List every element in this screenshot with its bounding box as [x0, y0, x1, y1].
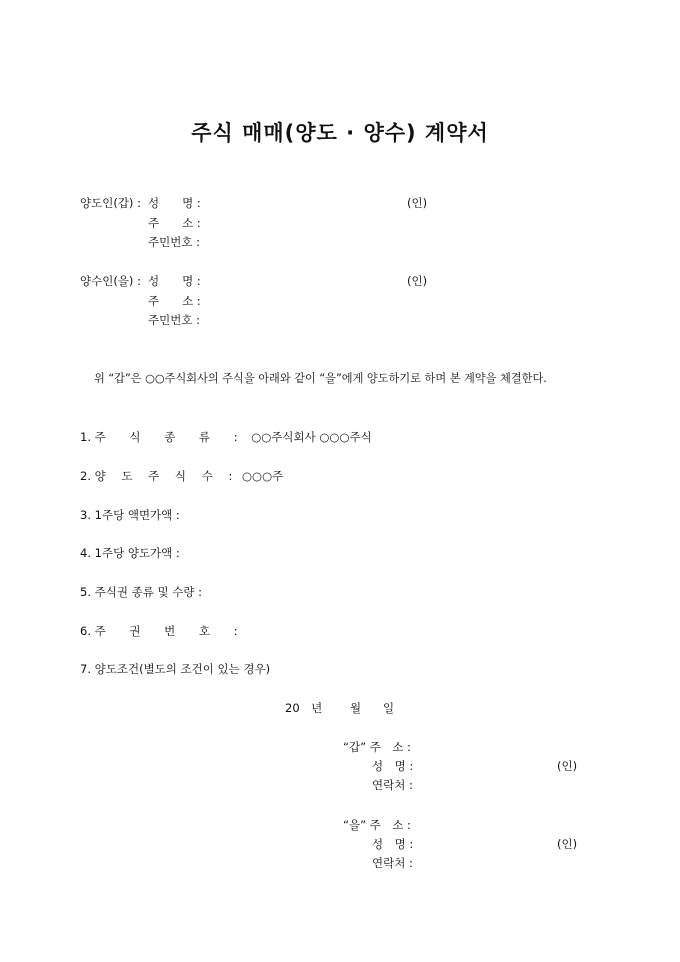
item-number: 2.: [80, 469, 91, 483]
item-value: ○○○주: [242, 469, 284, 483]
preamble: 위 “갑”은 ○○주식회사의 주식을 아래와 같이 “을”에게 양도하기로 하며 본 계약을 체결한다.: [94, 372, 547, 385]
item-label: 주식권 종류 및 수량 :: [94, 585, 203, 599]
seller-address-label: 주 소 :: [148, 216, 201, 230]
item-number: 3.: [80, 508, 91, 522]
seller-name-label: 성 명 :: [148, 196, 201, 210]
item-1: [80, 429, 372, 445]
date-year: 20 년: [285, 701, 323, 715]
page-title: 주식 매매(양도 · 양수) 계약서: [191, 121, 489, 145]
item-number: 7.: [80, 662, 91, 676]
seller-seal: (인): [407, 196, 428, 210]
gap-name-label: 성 명 :: [372, 759, 414, 773]
item-label: 주 권 번 호 :: [94, 624, 248, 638]
item-label: 양 도 주 식 수 :: [94, 469, 239, 483]
item-7: [80, 661, 270, 677]
buyer-seal: (인): [407, 274, 428, 288]
eul-seal: (인): [557, 837, 578, 851]
date-month: 월: [350, 701, 362, 715]
buyer-role: 양수인(을) :: [80, 274, 141, 288]
seller-id-label: 주민번호 :: [148, 235, 200, 249]
item-3: [80, 507, 180, 523]
gap-address-label: “갑” 주 소 :: [343, 740, 411, 754]
item-number: 4.: [80, 546, 91, 560]
item-label: 1주당 액면가액 :: [94, 508, 180, 522]
eul-contact-label: 연락처 :: [372, 856, 413, 870]
eul-name-label: 성 명 :: [372, 837, 414, 851]
gap-seal: (인): [557, 759, 578, 773]
item-label: 양도조건(별도의 조건이 있는 경우): [94, 662, 271, 676]
date-day: 일: [383, 701, 395, 715]
item-number: 6.: [80, 624, 91, 638]
item-value: ○○주식회사 ○○○주식: [251, 430, 372, 444]
item-5: [80, 584, 202, 600]
eul-address-label: “을” 주 소 :: [343, 818, 411, 832]
seller-role: 양도인(갑) :: [80, 196, 141, 210]
item-label: 1주당 양도가액 :: [94, 546, 180, 560]
item-2: [80, 468, 283, 484]
item-label: 주 식 종 류 :: [94, 430, 248, 444]
item-6: [80, 623, 248, 639]
item-number: 5.: [80, 585, 91, 599]
gap-contact-label: 연락처 :: [372, 778, 413, 792]
buyer-id-label: 주민번호 :: [148, 313, 200, 327]
buyer-address-label: 주 소 :: [148, 294, 201, 308]
item-4: [80, 545, 180, 561]
buyer-name-label: 성 명 :: [148, 274, 201, 288]
item-number: 1.: [80, 430, 91, 444]
